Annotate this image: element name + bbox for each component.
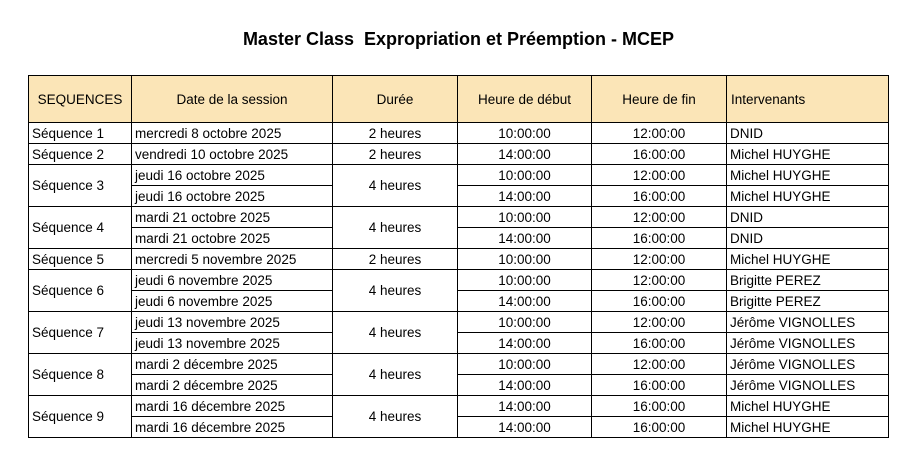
- session-fin: 12:00:00: [592, 249, 727, 270]
- sequence-label: Séquence 7: [29, 312, 132, 354]
- sequence-label: Séquence 8: [29, 354, 132, 396]
- session-fin: 12:00:00: [592, 270, 727, 291]
- session-fin: 16:00:00: [592, 375, 727, 396]
- session-fin: 16:00:00: [592, 417, 727, 438]
- session-fin: 16:00:00: [592, 186, 727, 207]
- session-duree: 4 heures: [333, 207, 458, 249]
- session-fin: 12:00:00: [592, 354, 727, 375]
- session-duree: 2 heures: [333, 249, 458, 270]
- header-duree: Durée: [333, 76, 458, 123]
- sequence-label: Séquence 1: [29, 123, 132, 144]
- session-duree: 4 heures: [333, 312, 458, 354]
- session-date: mardi 16 décembre 2025: [132, 396, 333, 417]
- session-date: jeudi 16 octobre 2025: [132, 186, 333, 207]
- session-debut: 14:00:00: [458, 144, 592, 165]
- session-intervenant: DNID: [727, 228, 889, 249]
- session-debut: 14:00:00: [458, 186, 592, 207]
- session-date: mardi 21 octobre 2025: [132, 228, 333, 249]
- session-fin: 12:00:00: [592, 312, 727, 333]
- session-fin: 16:00:00: [592, 144, 727, 165]
- session-date: jeudi 6 novembre 2025: [132, 270, 333, 291]
- session-fin: 16:00:00: [592, 291, 727, 312]
- session-debut: 14:00:00: [458, 291, 592, 312]
- table-row: [29, 291, 889, 312]
- table-row: [29, 228, 889, 249]
- session-intervenant: Michel HUYGHE: [727, 186, 889, 207]
- session-intervenant: Michel HUYGHE: [727, 396, 889, 417]
- page-title: Master Class Expropriation et Préemption - MCEP: [242, 29, 675, 49]
- table-row: [29, 144, 889, 165]
- session-intervenant: Jérôme VIGNOLLES: [727, 375, 889, 396]
- session-debut: 14:00:00: [458, 333, 592, 354]
- table-row: [29, 207, 889, 228]
- session-fin: 16:00:00: [592, 333, 727, 354]
- session-intervenant: Jérôme VIGNOLLES: [727, 354, 889, 375]
- session-intervenant: Jérôme VIGNOLLES: [727, 333, 889, 354]
- table-row: [29, 165, 889, 186]
- session-duree: 2 heures: [333, 144, 458, 165]
- session-intervenant: Michel HUYGHE: [727, 165, 889, 186]
- session-debut: 14:00:00: [458, 228, 592, 249]
- sequence-label: Séquence 9: [29, 396, 132, 438]
- session-date: vendredi 10 octobre 2025: [132, 144, 333, 165]
- session-date: mercredi 5 novembre 2025: [132, 249, 333, 270]
- session-duree: 4 heures: [333, 270, 458, 312]
- table-body: [29, 123, 889, 438]
- session-intervenant: DNID: [727, 123, 889, 144]
- session-debut: 10:00:00: [458, 123, 592, 144]
- sequence-label: Séquence 2: [29, 144, 132, 165]
- schedule-table: [28, 75, 889, 438]
- session-debut: 14:00:00: [458, 417, 592, 438]
- header-sequences: SEQUENCES: [29, 76, 132, 123]
- session-date: jeudi 16 octobre 2025: [132, 165, 333, 186]
- session-fin: 16:00:00: [592, 228, 727, 249]
- table-row: [29, 375, 889, 396]
- table-row: [29, 396, 889, 417]
- session-intervenant: Michel HUYGHE: [727, 417, 889, 438]
- sequence-label: Séquence 5: [29, 249, 132, 270]
- sequence-label: Séquence 6: [29, 270, 132, 312]
- table-row: [29, 354, 889, 375]
- session-duree: 4 heures: [333, 165, 458, 207]
- table-row: [29, 123, 889, 144]
- session-date: mardi 16 décembre 2025: [132, 417, 333, 438]
- session-date: mardi 2 décembre 2025: [132, 354, 333, 375]
- session-fin: 12:00:00: [592, 123, 727, 144]
- header-fin: Heure de fin: [592, 76, 727, 123]
- sequence-label: Séquence 3: [29, 165, 132, 207]
- session-duree: 2 heures: [333, 123, 458, 144]
- session-debut: 10:00:00: [458, 270, 592, 291]
- table-row: [29, 333, 889, 354]
- table-row: [29, 186, 889, 207]
- session-intervenant: Brigitte PEREZ: [727, 270, 889, 291]
- header-date: Date de la session: [132, 76, 333, 123]
- session-debut: 10:00:00: [458, 354, 592, 375]
- session-date: jeudi 6 novembre 2025: [132, 291, 333, 312]
- table-row: [29, 249, 889, 270]
- session-intervenant: Brigitte PEREZ: [727, 291, 889, 312]
- session-date: mardi 2 décembre 2025: [132, 375, 333, 396]
- header-intervenants: Intervenants: [727, 76, 889, 123]
- table-row: [29, 270, 889, 291]
- session-intervenant: Michel HUYGHE: [727, 249, 889, 270]
- session-fin: 12:00:00: [592, 207, 727, 228]
- session-debut: 10:00:00: [458, 165, 592, 186]
- header-row: [29, 76, 889, 123]
- table-row: [29, 312, 889, 333]
- session-intervenant: Jérôme VIGNOLLES: [727, 312, 889, 333]
- session-intervenant: DNID: [727, 207, 889, 228]
- session-date: jeudi 13 novembre 2025: [132, 312, 333, 333]
- session-debut: 10:00:00: [458, 249, 592, 270]
- session-debut: 14:00:00: [458, 375, 592, 396]
- session-fin: 12:00:00: [592, 165, 727, 186]
- session-debut: 10:00:00: [458, 207, 592, 228]
- session-date: mercredi 8 octobre 2025: [132, 123, 333, 144]
- session-debut: 10:00:00: [458, 312, 592, 333]
- header-debut: Heure de début: [458, 76, 592, 123]
- session-debut: 14:00:00: [458, 396, 592, 417]
- session-fin: 16:00:00: [592, 396, 727, 417]
- session-date: mardi 21 octobre 2025: [132, 207, 333, 228]
- session-date: jeudi 13 novembre 2025: [132, 333, 333, 354]
- sequence-label: Séquence 4: [29, 207, 132, 249]
- session-duree: 4 heures: [333, 396, 458, 438]
- session-intervenant: Michel HUYGHE: [727, 144, 889, 165]
- session-duree: 4 heures: [333, 354, 458, 396]
- table-row: [29, 417, 889, 438]
